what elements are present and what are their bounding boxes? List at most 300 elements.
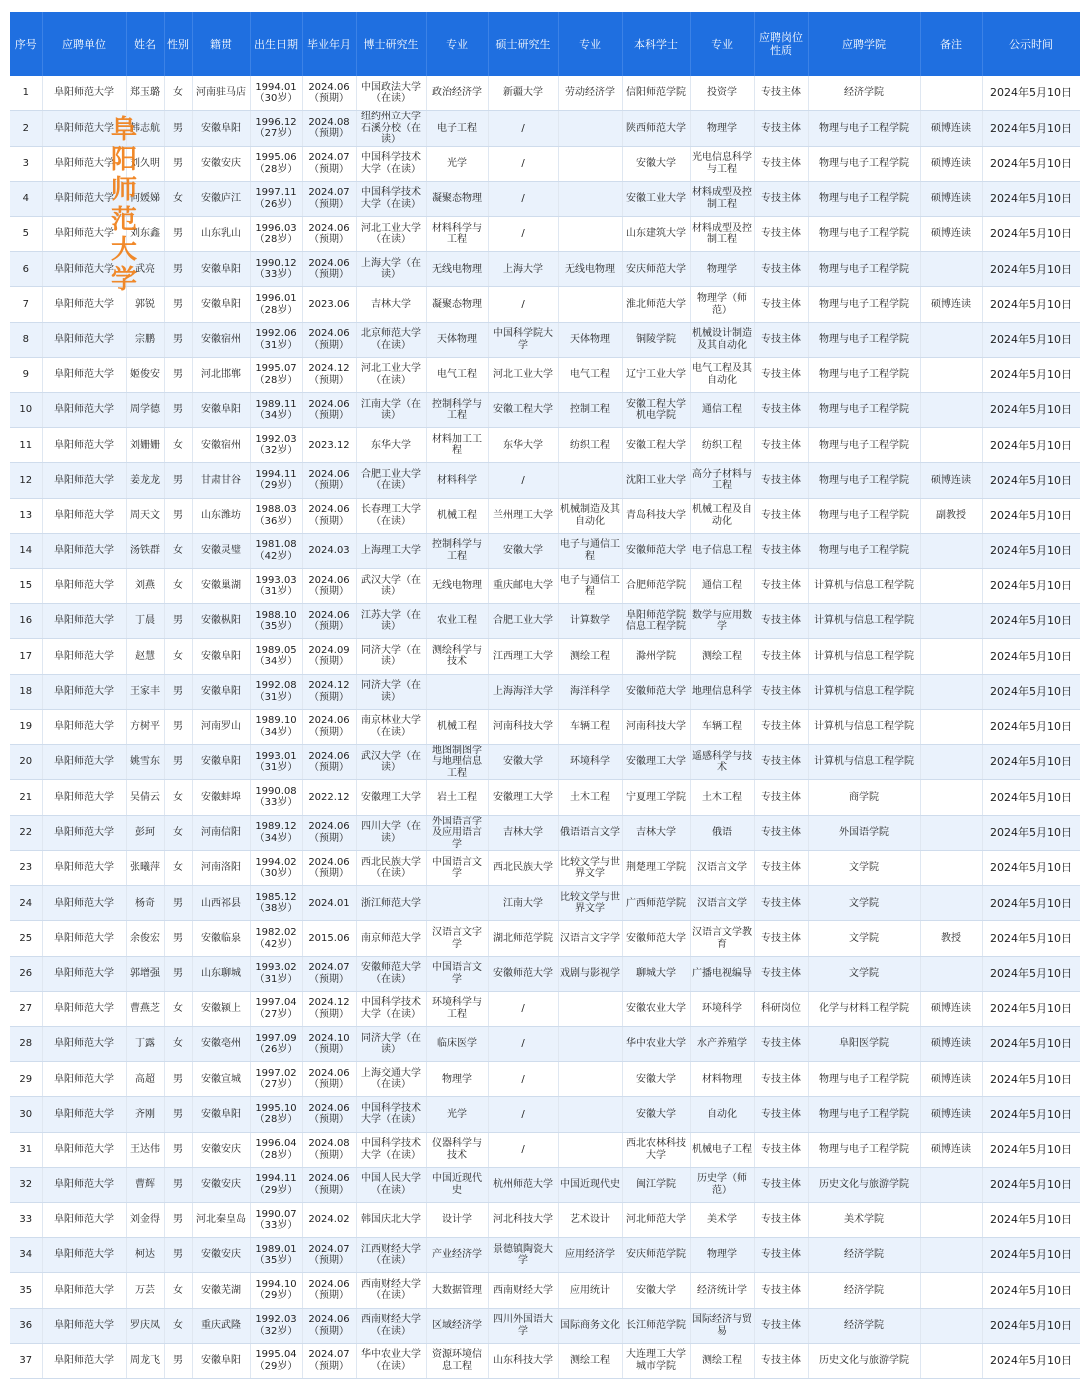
table-row — [10, 674, 1080, 709]
table-cell: 物理学 — [690, 1238, 754, 1273]
table-cell: 南京林业大学（在读） — [356, 709, 426, 744]
table-cell: 专技主体 — [754, 76, 808, 111]
table-cell: 测绘工程 — [690, 1343, 754, 1378]
table-cell: 河北科技大学 — [488, 1202, 558, 1237]
table-cell: 长春理工大学（在读） — [356, 498, 426, 533]
table-cell: 无线电物理 — [426, 252, 488, 287]
table-cell: 安徽师范大学 — [622, 674, 690, 709]
table-cell: 安徽巢湖 — [192, 568, 250, 603]
table-cell: 经济学院 — [808, 1238, 920, 1273]
table-cell: 物理学 — [690, 111, 754, 147]
table-cell: 区域经济学 — [426, 1308, 488, 1343]
table-cell: 西南财经大学 — [488, 1273, 558, 1308]
table-cell: 阜阳师范大学 — [42, 604, 126, 639]
table-cell: 光电信息科学与工程 — [690, 146, 754, 181]
table-cell: 设计学 — [426, 1202, 488, 1237]
table-cell: 女 — [164, 428, 192, 463]
table-cell: 专技主体 — [754, 322, 808, 357]
table-cell: 计算机与信息工程学院 — [808, 674, 920, 709]
table-cell: 2024.06（预期） — [302, 1167, 356, 1202]
table-cell: 男 — [164, 252, 192, 287]
table-cell: 中国近现代史 — [426, 1167, 488, 1202]
table-cell: 2024年5月10日 — [982, 921, 1080, 956]
table-cell: 阜阳师范大学 — [42, 851, 126, 886]
table-cell — [558, 181, 622, 216]
table-row — [10, 533, 1080, 568]
table-cell: 安徽亳州 — [192, 1027, 250, 1062]
table-cell: 比较文学与世界文学 — [558, 886, 622, 921]
table-cell: 3 — [10, 146, 42, 181]
table-cell: 安徽安庆 — [192, 1167, 250, 1202]
table-cell: 阜阳师范大学 — [42, 1062, 126, 1097]
table-cell: 专技主体 — [754, 252, 808, 287]
table-cell: 2024.06（预期） — [302, 568, 356, 603]
table-cell: 男 — [164, 1062, 192, 1097]
table-cell: 安徽师范大学 — [622, 921, 690, 956]
table-cell: / — [488, 146, 558, 181]
column-header: 应聘单位 — [42, 12, 126, 76]
table-cell: 硕博连读 — [920, 1027, 982, 1062]
table-cell — [920, 1202, 982, 1237]
table-cell: 计算机与信息工程学院 — [808, 639, 920, 674]
table-cell: 男 — [164, 709, 192, 744]
table-cell: 华中农业大学（在读） — [356, 1343, 426, 1378]
table-cell: 浙江师范大学 — [356, 886, 426, 921]
table-cell: 安徽安庆 — [192, 1132, 250, 1167]
table-cell: 1994.01（30岁） — [250, 76, 302, 111]
table-cell: 阜阳医学院 — [808, 1027, 920, 1062]
table-cell: 科研岗位 — [754, 991, 808, 1026]
table-cell: 专技主体 — [754, 1238, 808, 1273]
table-cell — [920, 886, 982, 921]
table-cell: 1981.08（42岁） — [250, 533, 302, 568]
table-cell: 1994.10（29岁） — [250, 1273, 302, 1308]
table-cell — [920, 639, 982, 674]
table-cell: 同济大学（在读） — [356, 1027, 426, 1062]
table-cell: 计算机与信息工程学院 — [808, 604, 920, 639]
table-cell: 安徽阜阳 — [192, 639, 250, 674]
table-cell: 阜阳师范大学 — [42, 1202, 126, 1237]
table-cell: 铜陵学院 — [622, 322, 690, 357]
table-cell: 13 — [10, 498, 42, 533]
table-cell: 计算机与信息工程学院 — [808, 568, 920, 603]
table-cell: 男 — [164, 1132, 192, 1167]
table-cell: 刘金得 — [126, 1202, 164, 1237]
table-row — [10, 428, 1080, 463]
table-cell: 2024年5月10日 — [982, 1132, 1080, 1167]
table-cell: 女 — [164, 639, 192, 674]
table-cell: 1996.01（28岁） — [250, 287, 302, 322]
table-cell: 物理与电子工程学院 — [808, 533, 920, 568]
table-cell: 安徽工业大学 — [622, 181, 690, 216]
table-cell: 余俊宏 — [126, 921, 164, 956]
table-cell: 计算机与信息工程学院 — [808, 744, 920, 780]
table-cell: 专技主体 — [754, 1097, 808, 1132]
table-cell: 2024年5月10日 — [982, 1062, 1080, 1097]
table-cell: 合肥师范学院 — [622, 568, 690, 603]
table-cell: 机械工程及自动化 — [690, 498, 754, 533]
table-cell: 方树平 — [126, 709, 164, 744]
table-cell: 2024.07（预期） — [302, 1343, 356, 1378]
table-cell: 女 — [164, 533, 192, 568]
table-cell: 2024.07（预期） — [302, 956, 356, 991]
table-cell — [920, 1343, 982, 1378]
table-cell: 安徽阜阳 — [192, 1097, 250, 1132]
table-cell: 上海大学 — [488, 252, 558, 287]
table-cell: 专技主体 — [754, 851, 808, 886]
table-row — [10, 1167, 1080, 1202]
table-cell: 汉语言文字学 — [426, 921, 488, 956]
table-cell: 1995.04（29岁） — [250, 1343, 302, 1378]
table-cell: 安徽枞阳 — [192, 604, 250, 639]
table-cell: / — [488, 111, 558, 147]
table-cell: 资源环境信息工程 — [426, 1343, 488, 1378]
table-cell: 戏剧与影视学 — [558, 956, 622, 991]
table-cell: 1997.09（26岁） — [250, 1027, 302, 1062]
table-cell: 女 — [164, 780, 192, 815]
table-cell: 女 — [164, 76, 192, 111]
table-cell: 材料成型及控制工程 — [690, 217, 754, 252]
table-cell — [920, 604, 982, 639]
table-cell — [920, 1238, 982, 1273]
table-cell: 西南财经大学（在读） — [356, 1308, 426, 1343]
table-cell: 1994.02（30岁） — [250, 851, 302, 886]
table-cell: 俄语 — [690, 815, 754, 851]
table-row — [10, 1273, 1080, 1308]
table-cell: 河南罗山 — [192, 709, 250, 744]
table-cell — [920, 956, 982, 991]
table-cell: 阜阳师范大学 — [42, 639, 126, 674]
table-cell: 2024年5月10日 — [982, 533, 1080, 568]
table-cell: 外国语学院 — [808, 815, 920, 851]
table-cell: 2 — [10, 111, 42, 147]
table-cell: 男 — [164, 1167, 192, 1202]
column-header: 专业 — [690, 12, 754, 76]
table-cell: 2024.06（预期） — [302, 217, 356, 252]
table-cell: 车辆工程 — [558, 709, 622, 744]
table-cell: 沈阳工业大学 — [622, 463, 690, 498]
table-cell: 2024年5月10日 — [982, 498, 1080, 533]
table-cell: 阜阳师范大学 — [42, 428, 126, 463]
table-cell: 阜阳师范大学 — [42, 886, 126, 921]
table-cell — [558, 111, 622, 147]
table-row — [10, 604, 1080, 639]
table-cell: 艺术设计 — [558, 1202, 622, 1237]
table-cell: 新疆大学 — [488, 76, 558, 111]
table-cell: 2024年5月10日 — [982, 393, 1080, 428]
table-cell: 2024年5月10日 — [982, 287, 1080, 322]
table-cell: 汉语言文学 — [690, 886, 754, 921]
table-cell: 1988.10（35岁） — [250, 604, 302, 639]
table-cell: 1982.02（42岁） — [250, 921, 302, 956]
table-cell: 2024.06（预期） — [302, 498, 356, 533]
table-cell: 上海海洋大学 — [488, 674, 558, 709]
table-cell: 11 — [10, 428, 42, 463]
table-cell: 南京师范大学 — [356, 921, 426, 956]
table-cell: 男 — [164, 463, 192, 498]
table-cell: 仪器科学与技术 — [426, 1132, 488, 1167]
table-cell: 22 — [10, 815, 42, 851]
table-cell: 聊城大学 — [622, 956, 690, 991]
table-cell: 专技主体 — [754, 674, 808, 709]
table-cell — [920, 76, 982, 111]
table-cell: 物理学 — [690, 252, 754, 287]
table-cell: 阜阳师范大学 — [42, 111, 126, 147]
table-cell — [920, 568, 982, 603]
table-cell: 女 — [164, 851, 192, 886]
table-cell: 物理与电子工程学院 — [808, 1062, 920, 1097]
table-cell: 男 — [164, 744, 192, 780]
table-cell: 机械工程 — [426, 709, 488, 744]
table-cell: 环境科学 — [558, 744, 622, 780]
table-cell: 环境科学与工程 — [426, 991, 488, 1026]
table-cell: 2024年5月10日 — [982, 568, 1080, 603]
table-cell: 20 — [10, 744, 42, 780]
table-cell: 阜阳师范大学 — [42, 780, 126, 815]
table-cell: 劳动经济学 — [558, 76, 622, 111]
table-cell: 武汉大学（在读） — [356, 744, 426, 780]
table-cell: 计算数学 — [558, 604, 622, 639]
table-cell: 专技主体 — [754, 428, 808, 463]
table-cell: / — [488, 463, 558, 498]
table-cell: 专技主体 — [754, 357, 808, 392]
table-cell: 专技主体 — [754, 1062, 808, 1097]
table-cell — [920, 1167, 982, 1202]
table-cell: 吉林大学 — [356, 287, 426, 322]
table-cell: 1992.08（31岁） — [250, 674, 302, 709]
table-cell: 2024年5月10日 — [982, 322, 1080, 357]
table-cell: 同济大学（在读） — [356, 674, 426, 709]
table-cell: 荆楚理工学院 — [622, 851, 690, 886]
table-cell: 2024年5月10日 — [982, 1202, 1080, 1237]
table-cell: 丁露 — [126, 1027, 164, 1062]
table-cell: 16 — [10, 604, 42, 639]
table-cell: 西北民族大学 — [488, 851, 558, 886]
table-cell: 滁州学院 — [622, 639, 690, 674]
table-cell: 河南驻马店 — [192, 76, 250, 111]
table-cell: 专技主体 — [754, 498, 808, 533]
table-cell: 1990.08（33岁） — [250, 780, 302, 815]
table-row — [10, 921, 1080, 956]
table-cell — [558, 1027, 622, 1062]
table-cell: 何媛娣 — [126, 181, 164, 216]
table-cell: 安徽工程大学 — [488, 393, 558, 428]
table-cell: 无线电物理 — [558, 252, 622, 287]
table-cell: 硕博连读 — [920, 463, 982, 498]
table-row — [10, 1097, 1080, 1132]
table-cell: 物理与电子工程学院 — [808, 1132, 920, 1167]
table-cell: 安徽大学 — [488, 744, 558, 780]
table-cell — [558, 1097, 622, 1132]
table-cell: 硕博连读 — [920, 217, 982, 252]
table-cell — [558, 463, 622, 498]
table-cell: 专技主体 — [754, 568, 808, 603]
table-cell: 投资学 — [690, 76, 754, 111]
table-cell: 2024.08（预期） — [302, 111, 356, 147]
table-cell — [920, 851, 982, 886]
table-cell: 车辆工程 — [690, 709, 754, 744]
table-cell: 2024.06（预期） — [302, 744, 356, 780]
table-cell: 6 — [10, 252, 42, 287]
table-cell: 教授 — [920, 921, 982, 956]
table-cell: 安徽芜湖 — [192, 1273, 250, 1308]
table-cell: 2024年5月10日 — [982, 1167, 1080, 1202]
table-cell: 万芸 — [126, 1273, 164, 1308]
table-cell: 安徽大学 — [622, 1273, 690, 1308]
table-cell — [558, 1132, 622, 1167]
table-cell: 物理与电子工程学院 — [808, 287, 920, 322]
table-cell: / — [488, 217, 558, 252]
table-header-row — [10, 12, 1080, 76]
table-cell — [920, 709, 982, 744]
table-cell: 北京师范大学（在读） — [356, 322, 426, 357]
table-cell: 大连理工大学城市学院 — [622, 1343, 690, 1378]
table-cell: 周学德 — [126, 393, 164, 428]
table-cell: 阜阳师范大学 — [42, 1273, 126, 1308]
table-cell: 中国科学院大学 — [488, 322, 558, 357]
table-cell: 男 — [164, 393, 192, 428]
table-cell: 1993.03（31岁） — [250, 568, 302, 603]
table-cell: 物理与电子工程学院 — [808, 428, 920, 463]
table-cell — [920, 393, 982, 428]
table-cell: 王家丰 — [126, 674, 164, 709]
table-cell: 宁夏理工学院 — [622, 780, 690, 815]
table-cell: 专技主体 — [754, 1202, 808, 1237]
table-cell: 阜阳师范大学 — [42, 921, 126, 956]
table-cell: 12 — [10, 463, 42, 498]
column-header: 博士研究生 — [356, 12, 426, 76]
table-row — [10, 568, 1080, 603]
table-cell: 农业工程 — [426, 604, 488, 639]
table-cell: 合肥工业大学（在读） — [356, 463, 426, 498]
table-cell: 2024年5月10日 — [982, 991, 1080, 1026]
table-cell: 2024.07（预期） — [302, 181, 356, 216]
table-cell: 外国语言学及应用语言学 — [426, 815, 488, 851]
table-cell: 女 — [164, 1027, 192, 1062]
table-cell: 山东乳山 — [192, 217, 250, 252]
table-cell: 专技主体 — [754, 709, 808, 744]
table-cell: 河南洛阳 — [192, 851, 250, 886]
notice-table — [10, 12, 1080, 1379]
table-cell: 专技主体 — [754, 639, 808, 674]
table-cell: 西北农林科技大学 — [622, 1132, 690, 1167]
table-cell: 安徽师范大学（在读） — [356, 956, 426, 991]
table-cell: 2024年5月10日 — [982, 851, 1080, 886]
table-cell: 女 — [164, 1308, 192, 1343]
table-cell: 山东潍坊 — [192, 498, 250, 533]
table-cell: 阜阳师范大学 — [42, 1132, 126, 1167]
table-cell: 2024.06（预期） — [302, 393, 356, 428]
table-cell: 化学与材料工程学院 — [808, 991, 920, 1026]
table-cell: 2024年5月10日 — [982, 146, 1080, 181]
table-cell: 2024年5月10日 — [982, 780, 1080, 815]
column-header: 应聘学院 — [808, 12, 920, 76]
table-cell: 2022.12 — [302, 780, 356, 815]
table-cell: 广播电视编导 — [690, 956, 754, 991]
table-cell: 1992.06（31岁） — [250, 322, 302, 357]
table-cell: 材料科学 — [426, 463, 488, 498]
table-cell: 女 — [164, 568, 192, 603]
table-cell: 副教授 — [920, 498, 982, 533]
table-cell: 女 — [164, 1273, 192, 1308]
table-cell: 安徽灵璧 — [192, 533, 250, 568]
table-cell: 安徽宿州 — [192, 428, 250, 463]
table-cell: 阜阳师范学院信息工程学院 — [622, 604, 690, 639]
table-cell: 37 — [10, 1343, 42, 1378]
table-cell: 河南科技大学 — [488, 709, 558, 744]
table-cell: 安徽大学 — [488, 533, 558, 568]
table-cell: 专技主体 — [754, 287, 808, 322]
column-header: 性别 — [164, 12, 192, 76]
table-cell: 26 — [10, 956, 42, 991]
table-cell — [920, 428, 982, 463]
column-header: 出生日期 — [250, 12, 302, 76]
table-cell: 经济统计学 — [690, 1273, 754, 1308]
table-cell: 上海交通大学（在读） — [356, 1062, 426, 1097]
table-cell: 阜阳师范大学 — [42, 393, 126, 428]
table-cell: 2023.06 — [302, 287, 356, 322]
table-cell: 凝聚态物理 — [426, 287, 488, 322]
table-cell: 1997.04（27岁） — [250, 991, 302, 1026]
table-cell: 2024年5月10日 — [982, 604, 1080, 639]
table-cell: 1995.07（28岁） — [250, 357, 302, 392]
table-cell: 武汉大学（在读） — [356, 568, 426, 603]
table-cell: 1989.05（34岁） — [250, 639, 302, 674]
table-cell: 安徽理工大学 — [622, 744, 690, 780]
table-cell: 2024.02 — [302, 1202, 356, 1237]
table-cell: 彭珂 — [126, 815, 164, 851]
column-header: 公示时间 — [982, 12, 1080, 76]
table-cell: 姬俊安 — [126, 357, 164, 392]
table-cell: 安徽理工大学 — [488, 780, 558, 815]
table-cell: 硕博连读 — [920, 991, 982, 1026]
table-cell: 文学院 — [808, 956, 920, 991]
table-cell: 齐刚 — [126, 1097, 164, 1132]
table-cell: 陕西师范大学 — [622, 111, 690, 147]
table-cell: 阜阳师范大学 — [42, 709, 126, 744]
table-cell: 无线电物理 — [426, 568, 488, 603]
table-cell: 硕博连读 — [920, 1097, 982, 1132]
table-cell: 王达伟 — [126, 1132, 164, 1167]
table-cell: 1993.02（31岁） — [250, 956, 302, 991]
table-cell: 2024年5月10日 — [982, 217, 1080, 252]
table-cell: 安徽阜阳 — [192, 252, 250, 287]
table-cell: 闽江学院 — [622, 1167, 690, 1202]
table-cell: 25 — [10, 921, 42, 956]
table-cell: 28 — [10, 1027, 42, 1062]
table-cell: 阜阳师范大学 — [42, 991, 126, 1026]
table-cell: 7 — [10, 287, 42, 322]
table-row — [10, 498, 1080, 533]
table-row — [10, 111, 1080, 147]
table-cell: 曹辉 — [126, 1167, 164, 1202]
table-cell: 36 — [10, 1308, 42, 1343]
table-cell: 高分子材料与工程 — [690, 463, 754, 498]
table-cell: 材料科学与工程 — [426, 217, 488, 252]
table-cell: 阜阳师范大学 — [42, 744, 126, 780]
table-cell: 临床医学 — [426, 1027, 488, 1062]
table-cell: 赵慧 — [126, 639, 164, 674]
table-row — [10, 851, 1080, 886]
table-cell: 控制科学与工程 — [426, 533, 488, 568]
table-cell: 安徽安庆 — [192, 1238, 250, 1273]
table-cell: 2024年5月10日 — [982, 111, 1080, 147]
table-cell: 文学院 — [808, 921, 920, 956]
table-cell: 1992.03（32岁） — [250, 1308, 302, 1343]
table-cell: 2024年5月10日 — [982, 956, 1080, 991]
table-cell: 安庆师范学院 — [622, 1238, 690, 1273]
table-cell: 18 — [10, 674, 42, 709]
